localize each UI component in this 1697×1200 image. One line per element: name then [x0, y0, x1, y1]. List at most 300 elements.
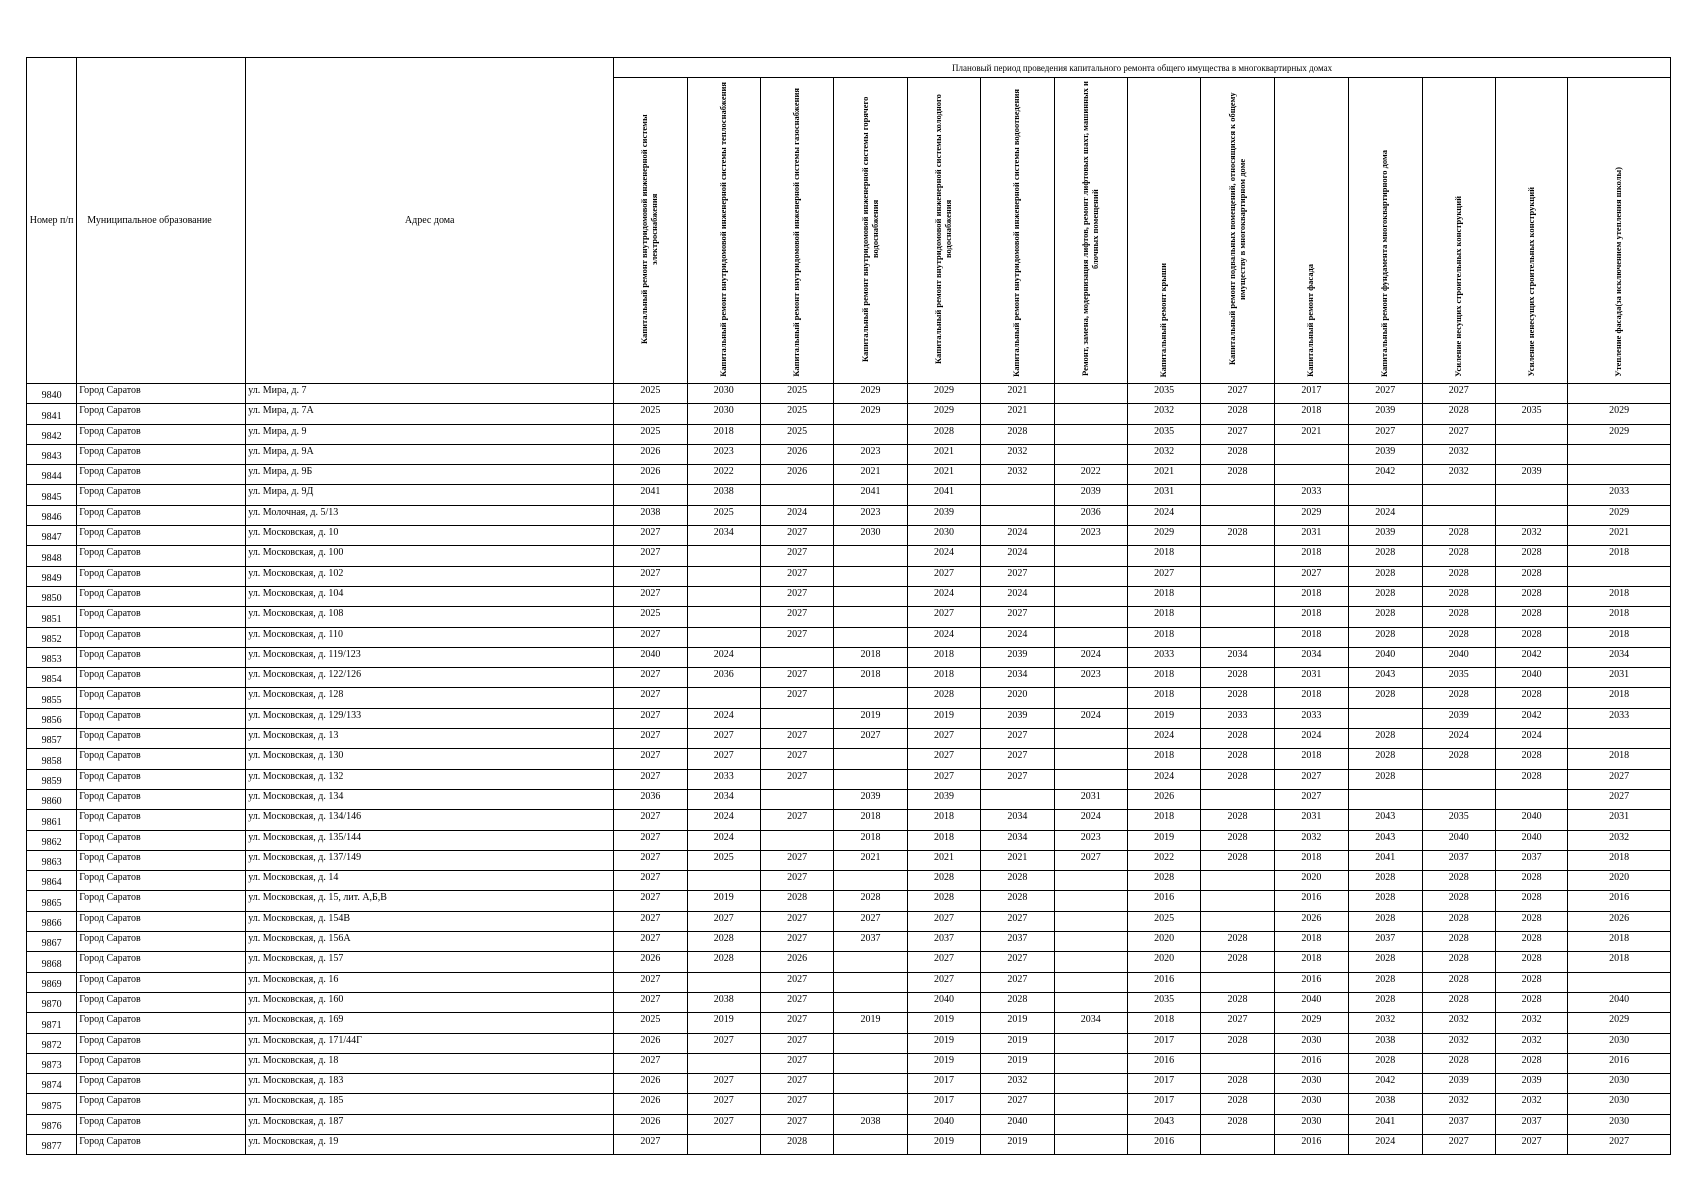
- year-cell: 2025: [1127, 911, 1200, 931]
- municipality-cell: Город Саратов: [77, 505, 246, 525]
- year-cell: [1495, 444, 1567, 464]
- year-cell: 2018: [907, 647, 980, 667]
- year-cell: 2027: [614, 708, 687, 728]
- address-cell: ул. Мира, д. 7А: [246, 404, 614, 424]
- year-cell: 2028: [981, 891, 1054, 911]
- year-cell: 2031: [1274, 526, 1348, 546]
- year-cell: 2032: [1495, 1094, 1567, 1114]
- table-row: [27, 1114, 1671, 1134]
- year-cell: 2027: [614, 871, 687, 891]
- year-cell: 2024: [1274, 729, 1348, 749]
- year-cell: 2029: [1274, 1013, 1348, 1033]
- year-cell: [1054, 1114, 1127, 1134]
- row-number: 9857: [27, 729, 77, 749]
- year-cell: 2037: [1422, 1114, 1495, 1134]
- column-header-8: [1127, 78, 1200, 384]
- row-number: 9846: [27, 505, 77, 525]
- year-cell: 2035: [1495, 404, 1567, 424]
- municipality-cell: Город Саратов: [77, 1053, 246, 1073]
- column-header-4: [834, 78, 907, 384]
- address-cell: ул. Мира, д. 9Д: [246, 485, 614, 505]
- year-cell: 2032: [981, 465, 1054, 485]
- address-cell: ул. Московская, д. 10: [246, 526, 614, 546]
- year-cell: 2029: [1274, 505, 1348, 525]
- year-cell: 2028: [1349, 607, 1422, 627]
- year-cell: [1054, 729, 1127, 749]
- year-cell: 2018: [1274, 688, 1348, 708]
- year-cell: 2022: [1127, 850, 1200, 870]
- address-cell: ул. Московская, д. 134: [246, 789, 614, 809]
- year-cell: 2028: [1495, 749, 1567, 769]
- year-cell: 2032: [1568, 830, 1671, 850]
- municipality-cell: Город Саратов: [77, 647, 246, 667]
- year-cell: 2030: [834, 526, 907, 546]
- year-cell: 2028: [1422, 749, 1495, 769]
- year-cell: 2038: [1349, 1033, 1422, 1053]
- column-header-2: [687, 78, 760, 384]
- municipality-cell: Город Саратов: [77, 668, 246, 688]
- header-municipality: Муниципальное образование: [77, 58, 246, 384]
- row-number: 9860: [27, 789, 77, 809]
- year-cell: 2024: [981, 526, 1054, 546]
- year-cell: 2027: [760, 668, 833, 688]
- year-cell: 2028: [1349, 972, 1422, 992]
- column-header-label: Утепление фасада(за исключением утепления школы): [1613, 167, 1624, 377]
- year-cell: 2027: [760, 1114, 833, 1134]
- year-cell: 2018: [1127, 810, 1200, 830]
- year-cell: 2028: [1495, 627, 1567, 647]
- year-cell: 2018: [1568, 607, 1671, 627]
- year-cell: 2028: [1422, 546, 1495, 566]
- municipality-cell: Город Саратов: [77, 708, 246, 728]
- row-number: 9841: [27, 404, 77, 424]
- year-cell: [760, 789, 833, 809]
- municipality-cell: Город Саратов: [77, 1013, 246, 1033]
- address-cell: ул. Мира, д. 9Б: [246, 465, 614, 485]
- year-cell: [1201, 972, 1274, 992]
- year-cell: [1054, 1033, 1127, 1053]
- year-cell: 2027: [981, 729, 1054, 749]
- year-cell: 2028: [1349, 871, 1422, 891]
- year-cell: 2025: [614, 404, 687, 424]
- year-cell: 2018: [1127, 586, 1200, 606]
- municipality-cell: Город Саратов: [77, 1094, 246, 1114]
- year-cell: 2017: [1274, 384, 1348, 404]
- year-cell: [1568, 729, 1671, 749]
- year-cell: 2041: [1349, 1114, 1422, 1134]
- municipality-cell: Город Саратов: [77, 871, 246, 891]
- year-cell: 2026: [614, 952, 687, 972]
- table-row: [27, 485, 1671, 505]
- year-cell: 2018: [1274, 546, 1348, 566]
- year-cell: [1568, 444, 1671, 464]
- year-cell: 2027: [907, 972, 980, 992]
- row-number: 9842: [27, 424, 77, 444]
- year-cell: 2026: [614, 1033, 687, 1053]
- year-cell: 2027: [1568, 1134, 1671, 1154]
- year-cell: 2043: [1349, 810, 1422, 830]
- year-cell: 2043: [1349, 830, 1422, 850]
- year-cell: 2032: [1422, 1013, 1495, 1033]
- year-cell: 2030: [1274, 1033, 1348, 1053]
- year-cell: [1054, 546, 1127, 566]
- municipality-cell: Город Саратов: [77, 627, 246, 647]
- year-cell: 2037: [1349, 932, 1422, 952]
- year-cell: [834, 1074, 907, 1094]
- year-cell: 2027: [760, 1074, 833, 1094]
- year-cell: 2021: [907, 850, 980, 870]
- year-cell: 2022: [1054, 465, 1127, 485]
- year-cell: 2024: [1127, 729, 1200, 749]
- year-cell: [834, 1134, 907, 1154]
- year-cell: 2027: [907, 566, 980, 586]
- year-cell: 2027: [687, 1033, 760, 1053]
- year-cell: 2027: [981, 911, 1054, 931]
- year-cell: 2028: [907, 871, 980, 891]
- year-cell: [1201, 891, 1274, 911]
- year-cell: 2030: [1274, 1114, 1348, 1134]
- year-cell: 2017: [1127, 1094, 1200, 1114]
- municipality-cell: Город Саратов: [77, 1074, 246, 1094]
- year-cell: 2027: [981, 749, 1054, 769]
- year-cell: [760, 830, 833, 850]
- year-cell: 2043: [1127, 1114, 1200, 1134]
- row-number: 9859: [27, 769, 77, 789]
- year-cell: [687, 627, 760, 647]
- year-cell: [1274, 444, 1348, 464]
- year-cell: 2034: [1054, 1013, 1127, 1033]
- year-cell: 2028: [1349, 911, 1422, 931]
- year-cell: [1054, 749, 1127, 769]
- year-cell: 2020: [1274, 871, 1348, 891]
- year-cell: [760, 708, 833, 728]
- year-cell: 2018: [1568, 850, 1671, 870]
- year-cell: 2018: [834, 668, 907, 688]
- year-cell: [760, 485, 833, 505]
- year-cell: 2025: [614, 1013, 687, 1033]
- table-row: [27, 384, 1671, 404]
- address-cell: ул. Московская, д. 130: [246, 749, 614, 769]
- municipality-cell: Город Саратов: [77, 769, 246, 789]
- year-cell: 2025: [614, 384, 687, 404]
- address-cell: ул. Московская, д. 104: [246, 586, 614, 606]
- year-cell: 2028: [1201, 992, 1274, 1012]
- year-cell: [834, 627, 907, 647]
- year-cell: 2023: [834, 505, 907, 525]
- column-header-14: [1568, 78, 1671, 384]
- year-cell: 2039: [981, 708, 1054, 728]
- year-cell: 2016: [1274, 972, 1348, 992]
- year-cell: 2028: [1201, 1074, 1274, 1094]
- year-cell: 2035: [1422, 810, 1495, 830]
- row-number: 9858: [27, 749, 77, 769]
- year-cell: 2028: [760, 1134, 833, 1154]
- column-header-label: Капитальный ремонт внутридомовой инженерной системы водоотведения: [1011, 89, 1022, 377]
- year-cell: 2027: [614, 688, 687, 708]
- year-cell: 2021: [834, 465, 907, 485]
- municipality-cell: Город Саратов: [77, 465, 246, 485]
- year-cell: [1201, 789, 1274, 809]
- year-cell: [834, 1033, 907, 1053]
- municipality-cell: Город Саратов: [77, 850, 246, 870]
- year-cell: 2021: [1568, 526, 1671, 546]
- year-cell: 2029: [1568, 505, 1671, 525]
- row-number: 9847: [27, 526, 77, 546]
- year-cell: [1054, 1053, 1127, 1073]
- year-cell: [687, 871, 760, 891]
- year-cell: 2024: [760, 505, 833, 525]
- year-cell: 2018: [834, 647, 907, 667]
- year-cell: 2027: [614, 911, 687, 931]
- year-cell: 2026: [760, 444, 833, 464]
- year-cell: 2026: [614, 1094, 687, 1114]
- year-cell: 2017: [1127, 1033, 1200, 1053]
- municipality-cell: Город Саратов: [77, 404, 246, 424]
- table-row: [27, 627, 1671, 647]
- year-cell: [1495, 485, 1567, 505]
- year-cell: 2026: [614, 1114, 687, 1134]
- year-cell: 2027: [1568, 769, 1671, 789]
- year-cell: 2024: [1349, 1134, 1422, 1154]
- year-cell: 2033: [687, 769, 760, 789]
- year-cell: 2028: [907, 688, 980, 708]
- year-cell: 2028: [1495, 566, 1567, 586]
- year-cell: 2034: [1568, 647, 1671, 667]
- year-cell: 2019: [907, 1033, 980, 1053]
- table-row: [27, 444, 1671, 464]
- year-cell: 2028: [1349, 729, 1422, 749]
- year-cell: 2028: [1422, 952, 1495, 972]
- year-cell: 2021: [981, 404, 1054, 424]
- year-cell: 2027: [760, 1013, 833, 1033]
- table-row: [27, 952, 1671, 972]
- year-cell: 2025: [687, 505, 760, 525]
- year-cell: [1054, 586, 1127, 606]
- year-cell: [834, 1053, 907, 1073]
- table-row: [27, 1033, 1671, 1053]
- year-cell: 2032: [1422, 465, 1495, 485]
- row-number: 9869: [27, 972, 77, 992]
- year-cell: 2033: [1568, 708, 1671, 728]
- year-cell: 2018: [1568, 546, 1671, 566]
- year-cell: 2024: [1349, 505, 1422, 525]
- table-row: [27, 911, 1671, 931]
- year-cell: 2028: [1422, 1053, 1495, 1073]
- year-cell: 2027: [907, 749, 980, 769]
- year-cell: 2030: [1568, 1114, 1671, 1134]
- year-cell: 2028: [1127, 871, 1200, 891]
- table-row: [27, 1053, 1671, 1073]
- column-header-label: Капитальный ремонт фундамента многоквартирного дома: [1379, 149, 1390, 377]
- year-cell: 2027: [1349, 384, 1422, 404]
- year-cell: 2027: [614, 566, 687, 586]
- year-cell: 2021: [834, 850, 907, 870]
- year-cell: [1054, 566, 1127, 586]
- year-cell: 2024: [981, 546, 1054, 566]
- year-cell: 2019: [981, 1013, 1054, 1033]
- year-cell: [834, 607, 907, 627]
- year-cell: 2030: [687, 404, 760, 424]
- year-cell: 2038: [687, 485, 760, 505]
- year-cell: 2028: [1422, 992, 1495, 1012]
- table-row: [27, 668, 1671, 688]
- year-cell: 2019: [834, 1013, 907, 1033]
- year-cell: 2027: [1274, 789, 1348, 809]
- address-cell: ул. Московская, д. 102: [246, 566, 614, 586]
- year-cell: 2030: [1568, 1074, 1671, 1094]
- year-cell: 2016: [1127, 1134, 1200, 1154]
- table-row: [27, 1074, 1671, 1094]
- column-header-10: [1274, 78, 1348, 384]
- table-row: [27, 789, 1671, 809]
- table-body: [27, 384, 1671, 1155]
- year-cell: 2040: [1349, 647, 1422, 667]
- year-cell: 2027: [614, 627, 687, 647]
- year-cell: 2039: [907, 789, 980, 809]
- year-cell: 2028: [1495, 972, 1567, 992]
- year-cell: 2029: [1568, 1013, 1671, 1033]
- row-number: 9867: [27, 932, 77, 952]
- year-cell: 2028: [1201, 404, 1274, 424]
- year-cell: 2025: [687, 850, 760, 870]
- municipality-cell: Город Саратов: [77, 526, 246, 546]
- year-cell: 2024: [1127, 769, 1200, 789]
- table-row: [27, 708, 1671, 728]
- year-cell: 2028: [907, 891, 980, 911]
- year-cell: 2027: [687, 911, 760, 931]
- year-cell: 2040: [1422, 830, 1495, 850]
- year-cell: 2028: [760, 891, 833, 911]
- year-cell: 2036: [614, 789, 687, 809]
- column-header-3: [760, 78, 833, 384]
- row-number: 9862: [27, 830, 77, 850]
- year-cell: 2027: [981, 1094, 1054, 1114]
- year-cell: [1349, 485, 1422, 505]
- year-cell: 2027: [760, 1053, 833, 1073]
- year-cell: 2028: [1495, 952, 1567, 972]
- municipality-cell: Город Саратов: [77, 424, 246, 444]
- year-cell: 2028: [981, 871, 1054, 891]
- year-cell: [1201, 505, 1274, 525]
- year-cell: 2026: [1274, 911, 1348, 931]
- year-cell: 2024: [1054, 708, 1127, 728]
- year-cell: 2024: [687, 830, 760, 850]
- year-cell: 2024: [907, 586, 980, 606]
- year-cell: 2029: [1127, 526, 1200, 546]
- year-cell: 2019: [907, 708, 980, 728]
- year-cell: [687, 566, 760, 586]
- year-cell: 2033: [1127, 647, 1200, 667]
- year-cell: 2028: [1349, 546, 1422, 566]
- table-row: [27, 992, 1671, 1012]
- year-cell: 2028: [1422, 627, 1495, 647]
- year-cell: 2027: [760, 871, 833, 891]
- year-cell: 2037: [834, 932, 907, 952]
- column-header-label: Капитальный ремонт внутридомовой инженерной системы холодного водоснабжения: [933, 94, 953, 364]
- year-cell: 2027: [834, 911, 907, 931]
- municipality-cell: Город Саратов: [77, 952, 246, 972]
- row-number: 9877: [27, 1134, 77, 1154]
- year-cell: 2026: [1568, 911, 1671, 931]
- year-cell: 2036: [687, 668, 760, 688]
- year-cell: 2041: [614, 485, 687, 505]
- year-cell: 2039: [834, 789, 907, 809]
- year-cell: 2027: [760, 566, 833, 586]
- address-cell: ул. Московская, д. 171/44Г: [246, 1033, 614, 1053]
- year-cell: 2029: [1568, 404, 1671, 424]
- year-cell: 2040: [981, 1114, 1054, 1134]
- year-cell: 2018: [1568, 627, 1671, 647]
- year-cell: 2031: [1274, 668, 1348, 688]
- municipality-cell: Город Саратов: [77, 891, 246, 911]
- year-cell: 2035: [1422, 668, 1495, 688]
- year-cell: [1349, 789, 1422, 809]
- year-cell: 2028: [1201, 952, 1274, 972]
- year-cell: 2027: [614, 749, 687, 769]
- year-cell: 2016: [1127, 891, 1200, 911]
- row-number: 9855: [27, 688, 77, 708]
- year-cell: [834, 688, 907, 708]
- year-cell: [1054, 992, 1127, 1012]
- row-number: 9850: [27, 586, 77, 606]
- year-cell: 2018: [907, 668, 980, 688]
- year-cell: 2027: [614, 932, 687, 952]
- address-cell: ул. Московская, д. 137/149: [246, 850, 614, 870]
- table-row: [27, 769, 1671, 789]
- address-cell: ул. Мира, д. 7: [246, 384, 614, 404]
- row-number: 9853: [27, 647, 77, 667]
- column-header-9: [1201, 78, 1274, 384]
- year-cell: 2039: [1422, 1074, 1495, 1094]
- year-cell: 2023: [1054, 830, 1127, 850]
- year-cell: 2016: [1568, 891, 1671, 911]
- year-cell: 2027: [981, 566, 1054, 586]
- row-number: 9852: [27, 627, 77, 647]
- year-cell: 2029: [907, 404, 980, 424]
- year-cell: 2021: [1274, 424, 1348, 444]
- year-cell: 2018: [907, 810, 980, 830]
- address-cell: ул. Московская, д. 119/123: [246, 647, 614, 667]
- year-cell: [687, 1134, 760, 1154]
- table-row: [27, 1094, 1671, 1114]
- year-cell: 2031: [1568, 668, 1671, 688]
- year-cell: 2024: [907, 546, 980, 566]
- address-cell: ул. Московская, д. 128: [246, 688, 614, 708]
- column-header-label: Капитальный ремонт подвальных помещений, относящихся к общему имуществу в многоквартирном доме: [1226, 92, 1247, 366]
- year-cell: [1054, 891, 1127, 911]
- year-cell: 2039: [1495, 1074, 1567, 1094]
- year-cell: [834, 566, 907, 586]
- year-cell: 2032: [1422, 1033, 1495, 1053]
- year-cell: 2032: [1422, 1094, 1495, 1114]
- year-cell: [687, 586, 760, 606]
- table-row: [27, 891, 1671, 911]
- table-row: [27, 688, 1671, 708]
- year-cell: [981, 505, 1054, 525]
- year-cell: 2026: [614, 465, 687, 485]
- year-cell: 2032: [981, 1074, 1054, 1094]
- year-cell: 2039: [1349, 444, 1422, 464]
- address-cell: ул. Московская, д. 132: [246, 769, 614, 789]
- year-cell: 2019: [907, 1134, 980, 1154]
- year-cell: 2035: [1127, 424, 1200, 444]
- year-cell: 2027: [760, 607, 833, 627]
- year-cell: 2027: [614, 586, 687, 606]
- year-cell: 2042: [1495, 647, 1567, 667]
- year-cell: 2027: [1422, 384, 1495, 404]
- year-cell: 2028: [1422, 972, 1495, 992]
- year-cell: 2027: [614, 972, 687, 992]
